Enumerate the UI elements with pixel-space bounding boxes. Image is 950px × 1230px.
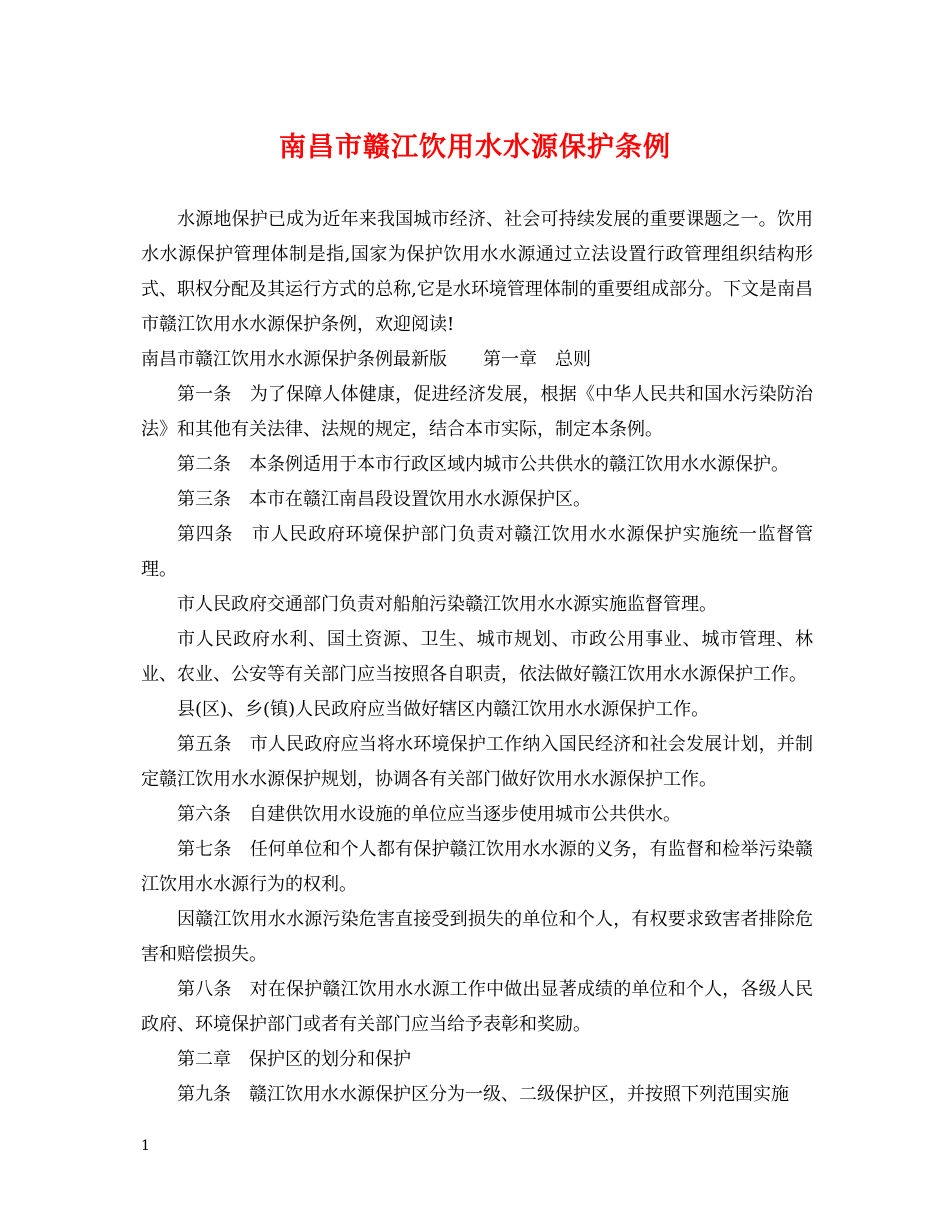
article-1: 第一条 为了保障人体健康，促进经济发展，根据《中华人民共和国水污染防治法》和其他有关法律、法规的规定，结合本市实际，制定本条例。 — [141, 384, 813, 440]
article-6: 第六条 自建供饮用水设施的单位应当逐步使用城市公共供水。 — [177, 804, 681, 825]
article-9: 第九条 赣江饮用水水源保护区分为一级、二级保护区，并按照下列范围实施 — [177, 1084, 789, 1105]
page-number: 1 — [141, 1138, 150, 1154]
document-title: 南昌市赣江饮用水水源保护条例 — [279, 132, 671, 163]
chapter-heading-general: 南昌市赣江饮用水水源保护条例最新版 第一章 总则 — [141, 349, 591, 370]
article-4-para-4: 县(区)、乡(镇)人民政府应当做好辖区内赣江饮用水水源保护工作。 — [177, 699, 710, 720]
article-4: 第四条 市人民政府环境保护部门负责对赣江饮用水水源保护实施统一监督管理。 — [141, 524, 813, 580]
article-2: 第二条 本条例适用于本市行政区域内城市公共供水的赣江饮用水水源保护。 — [177, 454, 789, 475]
article-4-para-2: 市人民政府交通部门负责对船舶污染赣江饮用水水源实施监督管理。 — [177, 594, 717, 615]
document-body — [141, 202, 813, 1112]
article-5: 第五条 市人民政府应当将水环境保护工作纳入国民经济和社会发展计划，并制定赣江饮用水水源保护规划，协调各有关部门做好饮用水水源保护工作。 — [141, 734, 813, 790]
article-4-para-3: 市人民政府水利、国土资源、卫生、城市规划、市政公用事业、城市管理、林业、农业、公安等有关部门应当按照各自职责，依法做好赣江饮用水水源保护工作。 — [141, 629, 813, 685]
article-3: 第三条 本市在赣江南昌段设置饮用水水源保护区。 — [177, 489, 591, 510]
article-7: 第七条 任何单位和个人都有保护赣江饮用水水源的义务，有监督和检举污染赣江饮用水水源行为的权利。 — [141, 839, 813, 895]
intro-paragraph: 水源地保护已成为近年来我国城市经济、社会可持续发展的重要课题之一。饮用水水源保护管理体制是指,国家为保护饮用水水源通过立法设置行政管理组织结构形式、职权分配及其运行方式的总称,它是水环境管理体制的重要组成部分。下文是南昌市赣江饮用水水源保护条例，欢迎阅读! — [141, 209, 813, 335]
article-8: 第八条 对在保护赣江饮用水水源工作中做出显著成绩的单位和个人，各级人民政府、环境保护部门或者有关部门应当给予表彰和奖励。 — [141, 979, 813, 1035]
chapter-2-heading: 第二章 保护区的划分和保护 — [177, 1049, 411, 1070]
article-7-para-2: 因赣江饮用水水源污染危害直接受到损失的单位和个人，有权要求致害者排除危害和赔偿损失。 — [141, 909, 813, 965]
